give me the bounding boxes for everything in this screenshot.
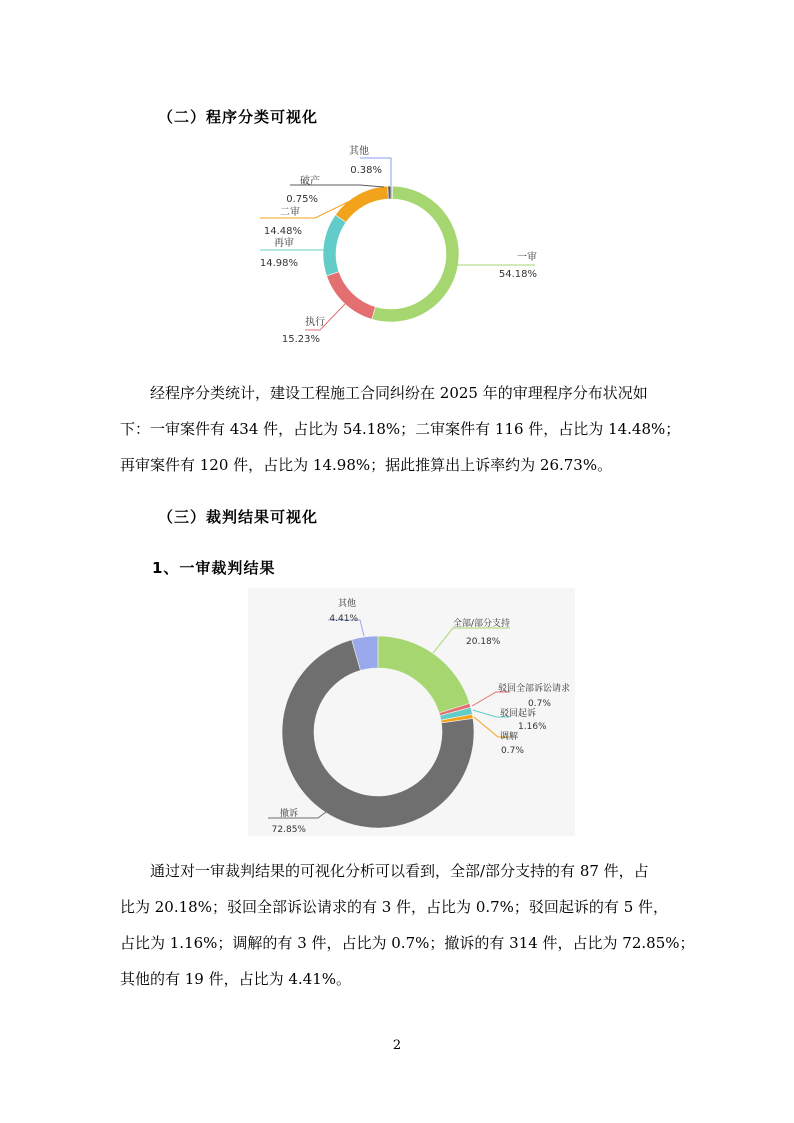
donut-slice-3 — [327, 272, 376, 320]
text-line: 其他的有 19 件，占比为 4.41%。 — [120, 970, 352, 988]
text-line: 占比为 1.16%；调解的有 3 件，占比为 0.7%；撤诉的有 314 件，占比为 72.85%； — [120, 934, 695, 952]
text-line: 通过对一审裁判结果的可视化分析可以看到，全部/部分支持的有 87 件，占 — [150, 862, 649, 880]
judgment-paragraph — [120, 853, 695, 997]
first-instance-judgment-donut-chart — [248, 588, 575, 836]
text-line: 经程序分类统计，建设工程施工合同纠纷在 2025 年的审理程序分布状况如 — [150, 384, 648, 402]
donut-slice-6 — [388, 186, 391, 199]
slice-value-label: 4.41% — [329, 614, 358, 624]
slice-value-label: 14.48% — [263, 226, 302, 237]
slice-value-label: 0.7% — [501, 746, 524, 756]
procedure-donut-chart — [230, 140, 560, 350]
text-line: 下：一审案件有 434 件，占比为 54.18%；二审案件有 116 件，占比为 14.48%； — [120, 420, 681, 438]
slice-value-label: 0.38% — [350, 165, 382, 176]
slice-value-label: 0.75% — [286, 194, 318, 205]
slice-category-label: 驳回起诉 — [500, 709, 537, 719]
slice-value-label: 14.98% — [259, 258, 298, 269]
slice-category-label: 一审 — [517, 252, 537, 263]
slice-value-label: 20.18% — [466, 637, 501, 647]
slice-category-label: 二审 — [280, 207, 300, 218]
slice-category-label: 其他 — [349, 146, 369, 157]
procedure-paragraph — [120, 375, 686, 483]
text-line: 比为 20.18%；驳回全部诉讼请求的有 3 件，占比为 0.7%；驳回起诉的有 5 件， — [120, 898, 669, 916]
donut-slice-2 — [372, 186, 459, 322]
slice-value-label: 15.23% — [281, 334, 320, 345]
slice-category-label: 驳回全部诉讼请求 — [498, 684, 571, 694]
slice-category-label: 执行 — [305, 317, 325, 328]
slice-category-label: 再审 — [274, 238, 294, 249]
subsection-heading-first-instance: 1、一审裁判结果 — [152, 559, 276, 577]
slice-category-label: 全部/部分支持 — [453, 619, 511, 629]
slice-category-label: 调解 — [500, 732, 519, 742]
slice-value-label: 0.7% — [528, 699, 551, 709]
slice-category-label: 其他 — [337, 599, 356, 609]
slice-category-label: 撤诉 — [279, 809, 298, 819]
slice-value-label: 54.18% — [498, 269, 537, 280]
donut-slice-4 — [323, 215, 346, 276]
page-number: 2 — [392, 1038, 402, 1053]
slice-category-label: 破产 — [300, 176, 320, 187]
text-line: 再审案件有 120 件，占比为 14.98%；据此推算出上诉率约为 26.73%。 — [120, 456, 613, 474]
slice-value-label: 1.16% — [518, 722, 547, 732]
slice-value-label: 72.85% — [271, 825, 306, 835]
section-heading-procedure: （二）程序分类可视化 — [158, 108, 319, 126]
section-heading-judgment: （三）裁判结果可视化 — [158, 508, 319, 526]
